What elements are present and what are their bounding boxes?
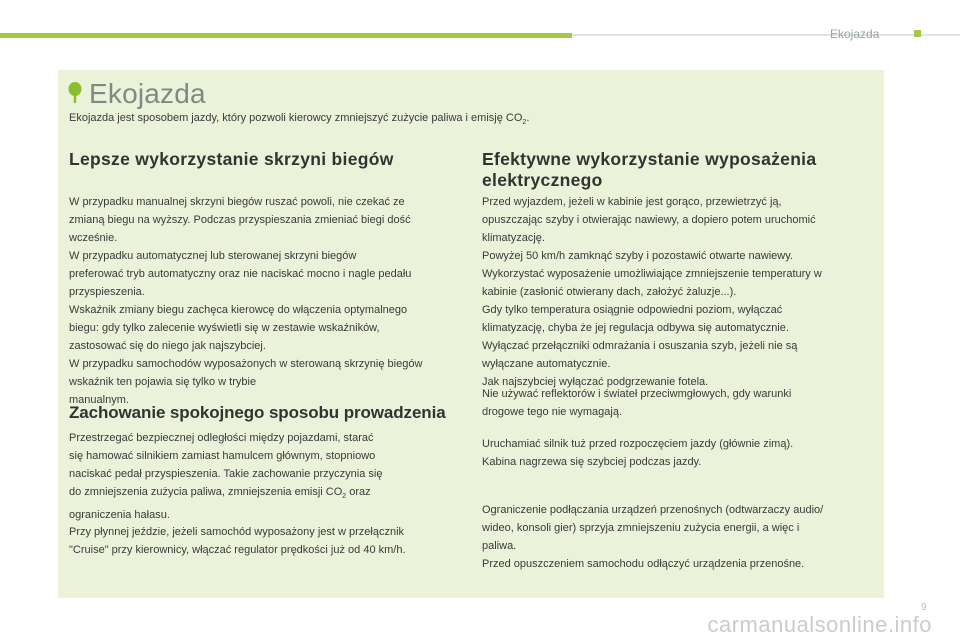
section-label: Ekojazda <box>830 27 880 41</box>
watermark: carmanualsonline.info <box>707 612 932 637</box>
intro-text: Ekojazda jest sposobem jazdy, który pozwoli kierowcy zmniejszyć zużycie paliwa i emisję $CO_2$. <box>69 112 530 127</box>
paragraph-automatic-gearbox: W przypadku automatycznej lub sterowanej skrzyni biegów preferować tryb automatyczny oraz nie naciskać mocno i nagle pedału przyspieszenia. <box>69 250 412 298</box>
page-title: Ekojazda <box>89 78 206 109</box>
leaf-icon <box>68 82 82 104</box>
paragraph-air-conditioning: Przed wyjazdem, jeżeli w kabinie jest gorąco, przewietrzyć ją, opuszczając szyby i otwierając nawiewy, a dopiero potem uruchomić klimatyzację. Powyżej 50 km/h zamknąć szyby i pozostawić otwarte nawiewy. Wykorzystać wyposażenie umożliwiające zmniejszenie temperatury w kabinie (zasłonić otwierany dach, założyć żaluzje...). Gdy tylko temperatura osiągnie odpowiedni poziom, wyłączać klimatyzację, chyba że jej regulacja odbywa się automatycznie. Wyłączać przełączniki odmrażania i osuszania szyb, jeżeli nie są wyłączane automatycznie. Jak najszybciej wyłączać podgrzewanie fotela. <box>482 196 822 388</box>
section-marker <box>914 30 921 37</box>
paragraph-portable-devices: Ograniczenie podłączania urządzeń przenośnych (odtwarzaczy audio/ wideo, konsoli gier) sprzyja zmniejszeniu zużycia energii, a więc i paliwa. Przed opuszczeniem samochodu odłączyć urządzenia przenośne. <box>482 504 824 570</box>
heading-gearbox: Lepsze wykorzystanie skrzyni biegów <box>69 149 394 169</box>
header-accent-bar <box>0 33 572 38</box>
header-rule <box>572 34 960 36</box>
paragraph-cruise-control: Przy płynnej jeździe, jeżeli samochód wyposażony jest w przełącznik "Cruise" przy kierownicy, włączać regulator prędkości już od 40 km/h. <box>69 526 406 556</box>
paragraph-fog-lights: Nie używać reflektorów i świateł przeciwmgłowych, gdy warunki drogowe tego nie wymagają. <box>482 388 792 418</box>
paragraph-manual-gearbox: W przypadku manualnej skrzyni biegów ruszać powoli, nie czekać ze zmianą biegu na wyższy. Podczas przyspieszania zmieniać biegi dość wcześnie. <box>69 196 411 244</box>
paragraph-gear-indicator: Wskaźnik zmiany biegu zachęca kierowcę do włączenia optymalnego biegu: gdy tylko zalecenie wyświetli się w zestawie wskaźników, zastosować się do niego jak najszybciej. W przypadku samochodów wyposażonych w sterowaną skrzynię biegów wskaźnik ten pojawia się tylko w trybie manualnym. <box>69 304 423 406</box>
heading-electrical: Efektywne wykorzystanie wyposażenia elektrycznego <box>482 149 817 190</box>
paragraph-safe-distance: Przestrzegać bezpiecznej odległości między pojazdami, starać się hamować silnikiem zamiast hamulcem głównym, stopniowo naciskać pedał przyspieszenia. Takie zachowanie przyczynia się do zmniejszenia zużycia paliwa, zmniejszenia emisji $CO_2$ oraz ograniczenia hałasu. <box>69 432 383 522</box>
heading-smooth-driving: Zachowanie spokojnego sposobu prowadzenia <box>69 403 446 422</box>
paragraph-engine-start: Uruchamiać silnik tuż przed rozpoczęciem jazdy (głównie zimą). Kabina nagrzewa się szybciej podczas jazdy. <box>482 438 794 468</box>
page-number: 9 <box>921 602 927 613</box>
